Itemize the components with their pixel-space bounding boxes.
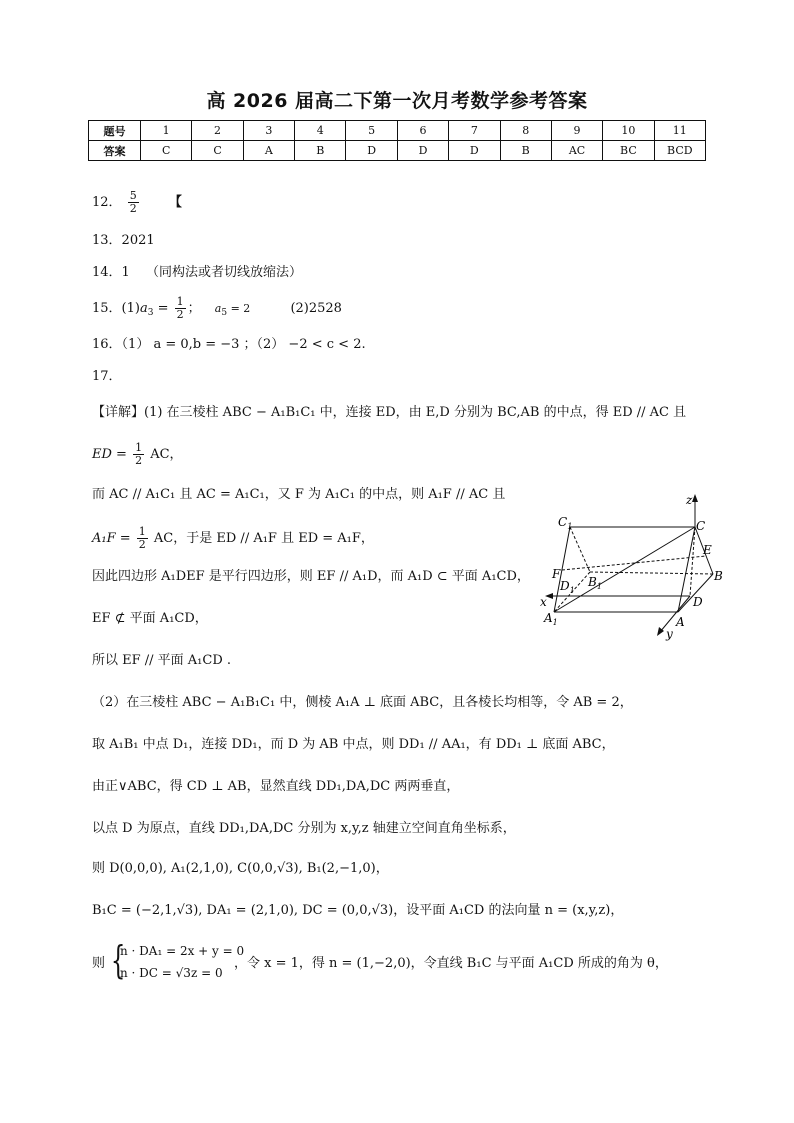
q14-note: （同构法或者切线放缩法） (145, 265, 302, 280)
solution-p9: 取 A₁B₁ 中点 D₁，连接 DD₁，而 D 为 AB 中点，则 DD₁ // AA₁，有 DD₁ ⊥ 底面 ABC， (92, 737, 615, 752)
label-z: z (686, 493, 693, 507)
label-f: F (552, 567, 561, 581)
q16-line: 16．（1） a = 0,b = −3 ；（2） −2 < c < 2. (92, 337, 366, 352)
p2-fraction (133, 442, 144, 467)
q15-line (92, 296, 342, 322)
solution-p12: 则 D(0,0,0), A₁(2,1,0), C(0,0,√3), B₁(2,−1,0)， (92, 861, 389, 876)
edge-b1b (590, 572, 713, 574)
solution-p13: B₁C = (−2,1,√3), DA₁ = (2,1,0), DC = (0,0,√3)，设平面 A₁CD 的法向量 n = (x,y,z)， (92, 903, 624, 918)
q14-number: 14．1 (92, 265, 130, 280)
question-number-cell: 11 (654, 121, 705, 141)
edge-fe (562, 556, 706, 570)
solution-p8: （2）在三棱柱 ABC − A₁B₁C₁ 中，侧棱 A₁A ⊥ 底面 ABC，且各棱长均相等，令 AB = 2， (92, 695, 633, 710)
q15-number: 15．(1) (92, 301, 140, 316)
q15-a5: a (214, 302, 222, 315)
edge-c1b1 (570, 527, 590, 572)
q12-frac-num: 5 (129, 189, 137, 202)
q15-a3-sub: 3 (147, 308, 154, 318)
q15-frac-den: 2 (176, 308, 184, 321)
q12-mark: 【 (168, 195, 182, 210)
solution-p2 (92, 442, 183, 467)
p4-rhs: AC，于是 ED // A₁F 且 ED = A₁F， (153, 531, 374, 546)
z-arrow-icon (692, 494, 698, 502)
answer-cell: BC (603, 141, 654, 161)
question-number-cell: 10 (603, 121, 654, 141)
brace-icon: { (110, 938, 126, 982)
system-prefix: 则 (92, 956, 106, 971)
answer-cell: A (243, 141, 294, 161)
question-number-cell: 7 (449, 121, 500, 141)
solution-p3: 而 AC // A₁C₁ 且 AC = A₁C₁，又 F 为 A₁C₁ 的中点，则 A₁F // AC 且 (92, 487, 506, 502)
row-label-question: 题号 (89, 121, 141, 141)
solution-p7: 所以 EF // 平面 A₁CD . (92, 653, 232, 668)
page-title: 高 2026 届高二下第一次月考数学参考答案 (206, 90, 588, 112)
system-line-2: n · DC = √3z = 0 (120, 966, 223, 980)
prism-diagram (530, 492, 730, 642)
q15-part2: (2)2528 (290, 301, 342, 316)
answer-cell: D (449, 141, 500, 161)
p2-frac-num: 1 (135, 441, 143, 454)
label-b: B (714, 569, 723, 583)
p4-frac-den: 2 (138, 538, 146, 551)
q14-line (92, 264, 302, 282)
label-d: D (693, 595, 703, 609)
solution-p11: 以点 D 为原点，直线 DD₁,DA,DC 分别为 x,y,z 轴建立空间直角坐标系， (92, 821, 516, 836)
label-e: E (703, 543, 712, 557)
question-number-cell: 6 (397, 121, 448, 141)
answer-table (88, 120, 706, 161)
question-number-cell: 8 (500, 121, 551, 141)
p2-rhs: AC， (150, 447, 183, 462)
p2-lhs: ED = (92, 447, 132, 462)
question-number-cell: 3 (243, 121, 294, 141)
label-c1: $C_1$ (558, 515, 573, 531)
q12-fraction (128, 190, 139, 215)
p2-frac-den: 2 (135, 454, 143, 467)
q17-line: 17． (92, 369, 122, 384)
q12-frac-den: 2 (129, 202, 137, 215)
answer-cell: C (141, 141, 192, 161)
system-line-1: n · DA₁ = 2x + y = 0 (120, 944, 245, 958)
answer-cell: D (397, 141, 448, 161)
system-suffix: ，令 x = 1，得 n = (1,−2,0)，令直线 B₁C 与平面 A₁CD 所成的角为 θ， (234, 956, 668, 971)
label-c: C (696, 519, 706, 533)
label-y: y (666, 627, 673, 641)
answer-cell: AC (551, 141, 602, 161)
question-number-cell: 5 (346, 121, 397, 141)
solution-p1: 【详解】(1) 在三棱柱 ABC − A₁B₁C₁ 中，连接 ED，由 E,D 分别为 BC,AB 的中点，得 ED // AC 且 (92, 405, 687, 420)
table-row-answers (89, 141, 706, 161)
answer-cell: D (346, 141, 397, 161)
q13-line: 13．2021 (92, 233, 155, 248)
label-d1: $D_1$ (560, 579, 575, 595)
q15-fraction (175, 296, 186, 321)
question-number-cell: 9 (551, 121, 602, 141)
label-a: A (676, 615, 685, 629)
question-number-cell: 4 (295, 121, 346, 141)
question-number-cell: 2 (192, 121, 243, 141)
solution-p10: 由正∨ABC，得 CD ⊥ AB，显然直线 DD₁,DA,DC 两两垂直， (92, 779, 460, 794)
q15-eq: = (153, 301, 173, 316)
question-number-cell: 1 (141, 121, 192, 141)
solution-p5: 因此四边形 A₁DEF 是平行四边形，则 EF // A₁D，而 A₁D ⊂ 平面 A₁CD， (92, 569, 530, 584)
label-x: x (540, 595, 547, 609)
answer-cell: B (295, 141, 346, 161)
q15-sep: ； (187, 301, 201, 316)
table-row-numbers (89, 121, 706, 141)
q15-a5-sub: 5 (221, 308, 228, 318)
solution-p6: EF ⊄ 平面 A₁CD， (92, 611, 208, 626)
p4-fraction (137, 526, 148, 551)
p4-lhs: A₁F = (92, 531, 135, 546)
solution-p4 (92, 526, 374, 551)
p4-frac-num: 1 (138, 525, 146, 538)
axis-y (660, 596, 690, 632)
label-b1: $B_1$ (588, 575, 602, 591)
q12-line (92, 190, 182, 215)
q15-a3: a (139, 301, 148, 316)
prism-figure (530, 492, 730, 642)
row-label-answer: 答案 (89, 141, 141, 161)
q15-frac-num: 1 (176, 295, 184, 308)
label-a1: $A_1$ (544, 611, 558, 627)
q12-number: 12． (92, 195, 122, 210)
edge-a1c (554, 527, 695, 612)
q15-a5-value: = 2 (227, 302, 251, 315)
answer-cell: BCD (654, 141, 705, 161)
answer-cell: B (500, 141, 551, 161)
answer-cell: C (192, 141, 243, 161)
